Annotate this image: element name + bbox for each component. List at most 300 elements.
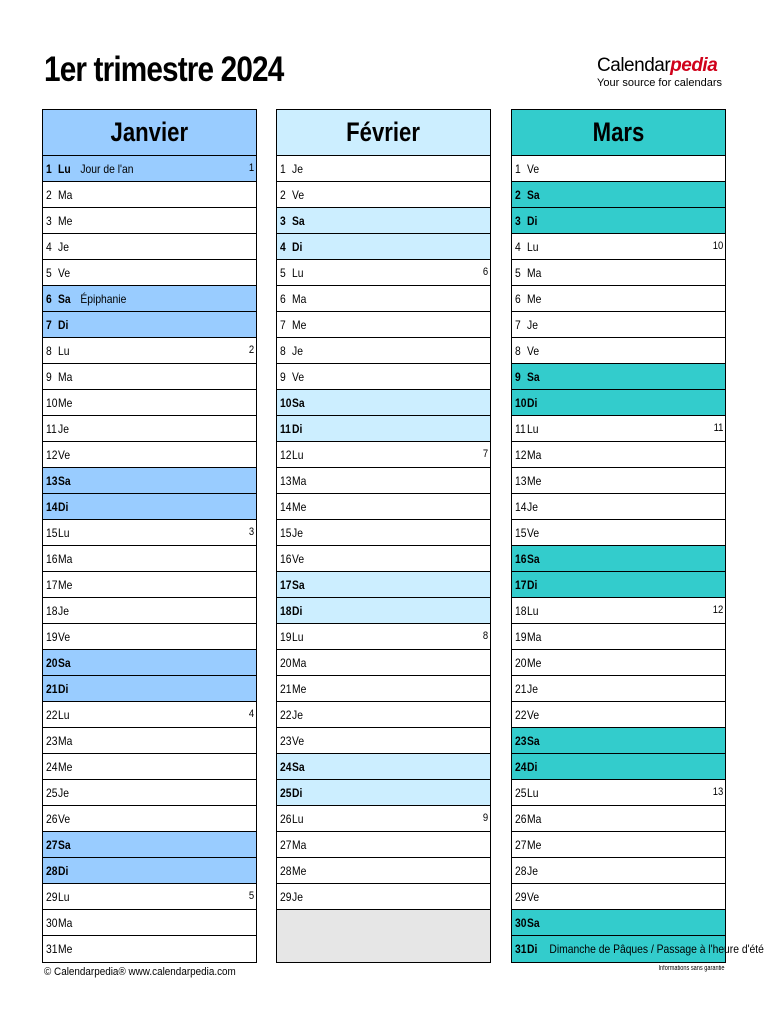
weekday: Lu <box>58 526 70 540</box>
month-header <box>43 110 256 156</box>
day-row <box>43 312 256 338</box>
day-row <box>277 442 490 468</box>
weekday: Ma <box>292 656 307 670</box>
weekday: Me <box>292 864 307 878</box>
day-number: 14 <box>280 500 292 514</box>
weekday: Lu <box>58 162 71 176</box>
day-row <box>43 936 256 962</box>
day-number: 26 <box>280 812 292 826</box>
weekday: Je <box>527 318 538 332</box>
day-row <box>43 702 256 728</box>
day-cell <box>515 240 549 254</box>
weekday: Lu <box>292 812 304 826</box>
day-row <box>43 546 256 572</box>
day-row <box>43 390 256 416</box>
day-row <box>512 390 725 416</box>
day-cell <box>280 812 314 826</box>
day-number: 7 <box>280 318 286 332</box>
day-row <box>43 520 256 546</box>
day-cell <box>280 422 314 436</box>
weekday: Ma <box>527 630 542 644</box>
day-number: 25 <box>46 786 58 800</box>
day-row <box>512 312 725 338</box>
day-row <box>277 728 490 754</box>
weekday: Ve <box>58 812 71 826</box>
footer-copyright: © Calendarpedia® www.calendarpedia.com <box>44 966 236 978</box>
day-cell <box>46 526 80 540</box>
day-number: 14 <box>515 500 527 514</box>
day-cell <box>46 916 80 930</box>
weekday: Lu <box>58 344 70 358</box>
day-number: 20 <box>280 656 292 670</box>
day-row <box>277 572 490 598</box>
day-row <box>277 598 490 624</box>
day-cell <box>280 604 314 618</box>
day-row <box>512 156 725 182</box>
day-number: 19 <box>515 630 527 644</box>
day-cell <box>280 760 314 774</box>
day-row <box>277 494 490 520</box>
day-cell <box>515 942 764 956</box>
weekday: Lu <box>292 630 304 644</box>
day-number: 5 <box>280 266 286 280</box>
day-row <box>277 312 490 338</box>
day-number: 24 <box>46 760 58 774</box>
weekday: Ve <box>527 526 540 540</box>
day-row <box>512 520 725 546</box>
day-cell <box>46 396 80 410</box>
day-row <box>43 260 256 286</box>
day-row <box>43 182 256 208</box>
weekday: Ve <box>527 344 540 358</box>
weekday: Je <box>292 708 303 722</box>
day-number: 6 <box>46 292 52 306</box>
day-cell <box>46 214 80 228</box>
day-cell <box>46 188 80 202</box>
day-number: 9 <box>280 370 286 384</box>
week-number: 2 <box>248 344 254 356</box>
day-cell <box>515 890 549 904</box>
day-cell <box>280 734 314 748</box>
day-number: 10 <box>46 396 58 410</box>
day-cell <box>46 162 133 176</box>
day-cell <box>280 708 314 722</box>
weekday: Lu <box>58 708 70 722</box>
day-cell <box>280 448 314 462</box>
footer-disclaimer: Informations sans garantie <box>658 965 724 972</box>
day-number: 1 <box>46 162 52 176</box>
day-number: 12 <box>515 448 527 462</box>
day-number: 12 <box>46 448 58 462</box>
day-row <box>277 858 490 884</box>
day-row <box>512 858 725 884</box>
day-row <box>512 598 725 624</box>
day-number: 17 <box>515 578 527 592</box>
weekday: Sa <box>58 292 71 306</box>
day-number: 25 <box>515 786 527 800</box>
month-column-mars <box>511 109 764 963</box>
weekday: Ve <box>58 630 71 644</box>
weekday: Me <box>58 578 73 592</box>
day-number: 4 <box>515 240 521 254</box>
holiday-label: Dimanche de Pâques / Passage à l'heure d'été <box>549 942 764 956</box>
day-cell <box>515 552 549 566</box>
day-row <box>512 650 725 676</box>
weekday: Di <box>292 240 303 254</box>
weekday: Ve <box>292 734 305 748</box>
weekday: Sa <box>527 370 540 384</box>
day-row <box>43 728 256 754</box>
day-row <box>277 676 490 702</box>
day-row <box>512 546 725 572</box>
month-column-janvier <box>42 109 257 963</box>
day-number: 13 <box>515 474 527 488</box>
day-number: 16 <box>46 552 58 566</box>
month-name: Janvier <box>110 117 189 147</box>
week-number: 13 <box>712 786 723 798</box>
weekday: Me <box>292 682 307 696</box>
day-cell <box>280 656 314 670</box>
day-row <box>512 884 725 910</box>
weekday: Di <box>292 786 303 800</box>
day-row <box>512 260 725 286</box>
day-row <box>43 338 256 364</box>
weekday: Me <box>58 214 73 228</box>
month-header <box>277 110 490 156</box>
day-number: 4 <box>46 240 52 254</box>
weekday: Sa <box>58 838 71 852</box>
week-number: 1 <box>248 162 254 174</box>
day-row <box>512 442 725 468</box>
weekday: Sa <box>292 214 305 228</box>
day-row <box>43 650 256 676</box>
week-number: 4 <box>248 708 254 720</box>
weekday: Di <box>527 942 538 956</box>
weekday: Lu <box>527 240 539 254</box>
day-cell <box>515 786 549 800</box>
day-number: 21 <box>515 682 527 696</box>
day-cell <box>46 656 80 670</box>
weekday: Di <box>527 214 538 228</box>
day-cell <box>46 630 80 644</box>
weekday: Je <box>527 500 538 514</box>
weekday: Me <box>292 318 307 332</box>
weekday: Je <box>292 890 303 904</box>
day-row <box>512 286 725 312</box>
empty-day-row <box>277 910 490 936</box>
day-row <box>512 806 725 832</box>
day-row <box>277 832 490 858</box>
day-cell <box>515 734 549 748</box>
day-number: 27 <box>46 838 58 852</box>
day-cell <box>280 188 314 202</box>
day-number: 6 <box>515 292 521 306</box>
day-cell <box>515 162 549 176</box>
weekday: Ma <box>58 370 73 384</box>
day-number: 7 <box>46 318 52 332</box>
weekday: Ve <box>527 890 540 904</box>
day-cell <box>515 292 549 306</box>
day-number: 8 <box>46 344 52 358</box>
day-number: 13 <box>280 474 292 488</box>
day-number: 17 <box>280 578 292 592</box>
weekday: Lu <box>527 604 539 618</box>
weekday: Ma <box>58 916 73 930</box>
day-cell <box>280 500 314 514</box>
holiday-label: Épiphanie <box>80 292 127 306</box>
day-number: 31 <box>46 942 58 956</box>
day-cell <box>515 370 549 384</box>
week-number: 6 <box>482 266 488 278</box>
day-list <box>512 156 764 962</box>
day-row <box>43 598 256 624</box>
day-cell <box>515 344 549 358</box>
month-header <box>512 110 725 156</box>
day-cell <box>280 474 314 488</box>
day-cell <box>280 682 314 696</box>
week-number: 11 <box>713 422 723 434</box>
day-row <box>512 780 725 806</box>
day-number: 30 <box>46 916 58 930</box>
day-number: 25 <box>280 786 292 800</box>
day-row <box>512 182 725 208</box>
day-number: 28 <box>515 864 527 878</box>
day-cell <box>515 812 549 826</box>
day-number: 29 <box>515 890 527 904</box>
day-number: 19 <box>46 630 58 644</box>
day-cell <box>46 552 80 566</box>
day-row <box>512 234 725 260</box>
day-number: 30 <box>515 916 527 930</box>
day-number: 20 <box>515 656 527 670</box>
day-cell <box>280 292 314 306</box>
weekday: Je <box>58 240 69 254</box>
day-number: 8 <box>280 344 286 358</box>
day-cell <box>280 552 314 566</box>
day-number: 10 <box>280 396 292 410</box>
day-row <box>277 624 490 650</box>
day-number: 8 <box>515 344 521 358</box>
day-cell <box>515 838 549 852</box>
day-number: 9 <box>46 370 52 384</box>
day-number: 27 <box>280 838 292 852</box>
holiday-label: Jour de l'an <box>80 162 134 176</box>
day-cell <box>280 318 314 332</box>
day-cell <box>515 474 549 488</box>
week-number: 3 <box>248 526 254 538</box>
weekday: Me <box>527 656 542 670</box>
day-number: 26 <box>515 812 527 826</box>
weekday: Di <box>58 500 69 514</box>
day-cell <box>515 422 549 436</box>
day-number: 22 <box>515 708 527 722</box>
day-cell <box>46 344 80 358</box>
weekday: Me <box>58 396 73 410</box>
day-cell <box>515 682 549 696</box>
day-row <box>512 208 725 234</box>
day-row <box>43 676 256 702</box>
day-row <box>43 208 256 234</box>
weekday: Ve <box>292 370 305 384</box>
day-cell <box>46 266 80 280</box>
day-row <box>43 364 256 390</box>
day-number: 1 <box>280 162 286 176</box>
day-cell <box>515 578 549 592</box>
week-number: 10 <box>712 240 723 252</box>
day-row <box>512 910 725 936</box>
day-number: 2 <box>280 188 286 202</box>
day-cell <box>280 162 314 176</box>
day-cell <box>46 292 126 306</box>
weekday: Ve <box>527 708 540 722</box>
day-cell <box>515 188 549 202</box>
day-cell <box>46 890 80 904</box>
day-row <box>277 546 490 572</box>
day-cell <box>515 916 549 930</box>
weekday: Je <box>58 422 69 436</box>
day-cell <box>515 396 549 410</box>
day-cell <box>515 708 549 722</box>
day-cell <box>46 734 80 748</box>
day-list <box>277 156 490 962</box>
month-name: Mars <box>592 117 645 147</box>
weekday: Je <box>292 526 303 540</box>
weekday: Sa <box>58 656 71 670</box>
day-row <box>512 364 725 390</box>
weekday: Sa <box>58 474 71 488</box>
day-row <box>43 832 256 858</box>
day-number: 3 <box>515 214 521 228</box>
weekday: Sa <box>292 396 305 410</box>
day-cell <box>46 604 80 618</box>
day-number: 23 <box>280 734 292 748</box>
day-cell <box>46 448 80 462</box>
day-number: 20 <box>46 656 58 670</box>
day-cell <box>280 578 314 592</box>
weekday: Ve <box>527 162 540 176</box>
weekday: Je <box>58 786 69 800</box>
day-row <box>277 286 490 312</box>
day-cell <box>515 526 549 540</box>
weekday: Ma <box>58 734 73 748</box>
weekday: Ma <box>292 292 307 306</box>
week-number: 8 <box>482 630 488 642</box>
day-row <box>277 156 490 182</box>
day-row <box>43 286 256 312</box>
day-row <box>43 416 256 442</box>
weekday: Lu <box>527 786 539 800</box>
day-row <box>512 702 725 728</box>
day-row <box>43 780 256 806</box>
weekday: Sa <box>527 734 540 748</box>
day-number: 12 <box>280 448 292 462</box>
day-row <box>512 494 725 520</box>
day-number: 7 <box>515 318 521 332</box>
day-cell <box>46 240 80 254</box>
day-number: 15 <box>46 526 58 540</box>
weekday: Me <box>58 942 73 956</box>
day-row <box>277 754 490 780</box>
weekday: Ma <box>58 552 73 566</box>
weekday: Di <box>292 422 303 436</box>
day-row <box>43 624 256 650</box>
month-column-fevrier <box>276 109 491 963</box>
day-row <box>512 754 725 780</box>
day-cell <box>515 266 549 280</box>
weekday: Sa <box>292 760 305 774</box>
brand-name <box>597 55 722 77</box>
day-cell <box>280 838 314 852</box>
weekday: Di <box>58 682 69 696</box>
day-number: 16 <box>515 552 527 566</box>
day-row <box>277 182 490 208</box>
day-number: 3 <box>46 214 52 228</box>
day-row <box>277 390 490 416</box>
weekday: Ve <box>58 448 71 462</box>
day-row <box>277 364 490 390</box>
day-cell <box>280 214 314 228</box>
weekday: Di <box>58 864 69 878</box>
day-number: 9 <box>515 370 521 384</box>
weekday: Lu <box>292 266 304 280</box>
day-number: 5 <box>46 266 52 280</box>
day-number: 11 <box>280 422 291 436</box>
day-row <box>43 572 256 598</box>
weekday: Lu <box>292 448 304 462</box>
day-cell <box>280 526 314 540</box>
day-row <box>43 806 256 832</box>
week-number: 5 <box>248 890 254 902</box>
weekday: Sa <box>292 578 305 592</box>
weekday: Sa <box>527 188 540 202</box>
day-cell <box>46 708 80 722</box>
weekday: Je <box>527 864 538 878</box>
day-row <box>277 416 490 442</box>
day-cell <box>46 864 80 878</box>
day-number: 26 <box>46 812 58 826</box>
day-number: 4 <box>280 240 286 254</box>
day-number: 15 <box>280 526 292 540</box>
weekday: Ma <box>527 266 542 280</box>
day-row <box>43 754 256 780</box>
day-cell <box>280 396 314 410</box>
day-row <box>277 780 490 806</box>
day-row <box>512 832 725 858</box>
weekday: Di <box>292 604 303 618</box>
day-row <box>277 884 490 910</box>
day-cell <box>515 604 549 618</box>
day-row <box>512 624 725 650</box>
day-row <box>43 468 256 494</box>
day-number: 28 <box>46 864 58 878</box>
day-cell <box>280 890 314 904</box>
day-number: 22 <box>280 708 292 722</box>
day-row <box>43 234 256 260</box>
day-row <box>512 572 725 598</box>
weekday: Di <box>527 396 538 410</box>
empty-day-row <box>277 936 490 962</box>
day-cell <box>46 942 80 956</box>
weekday: Di <box>527 578 538 592</box>
day-list <box>43 156 256 962</box>
day-number: 14 <box>46 500 58 514</box>
day-number: 28 <box>280 864 292 878</box>
day-row <box>277 468 490 494</box>
day-cell <box>515 448 549 462</box>
day-cell <box>515 214 549 228</box>
day-cell <box>46 812 80 826</box>
day-number: 21 <box>280 682 292 696</box>
